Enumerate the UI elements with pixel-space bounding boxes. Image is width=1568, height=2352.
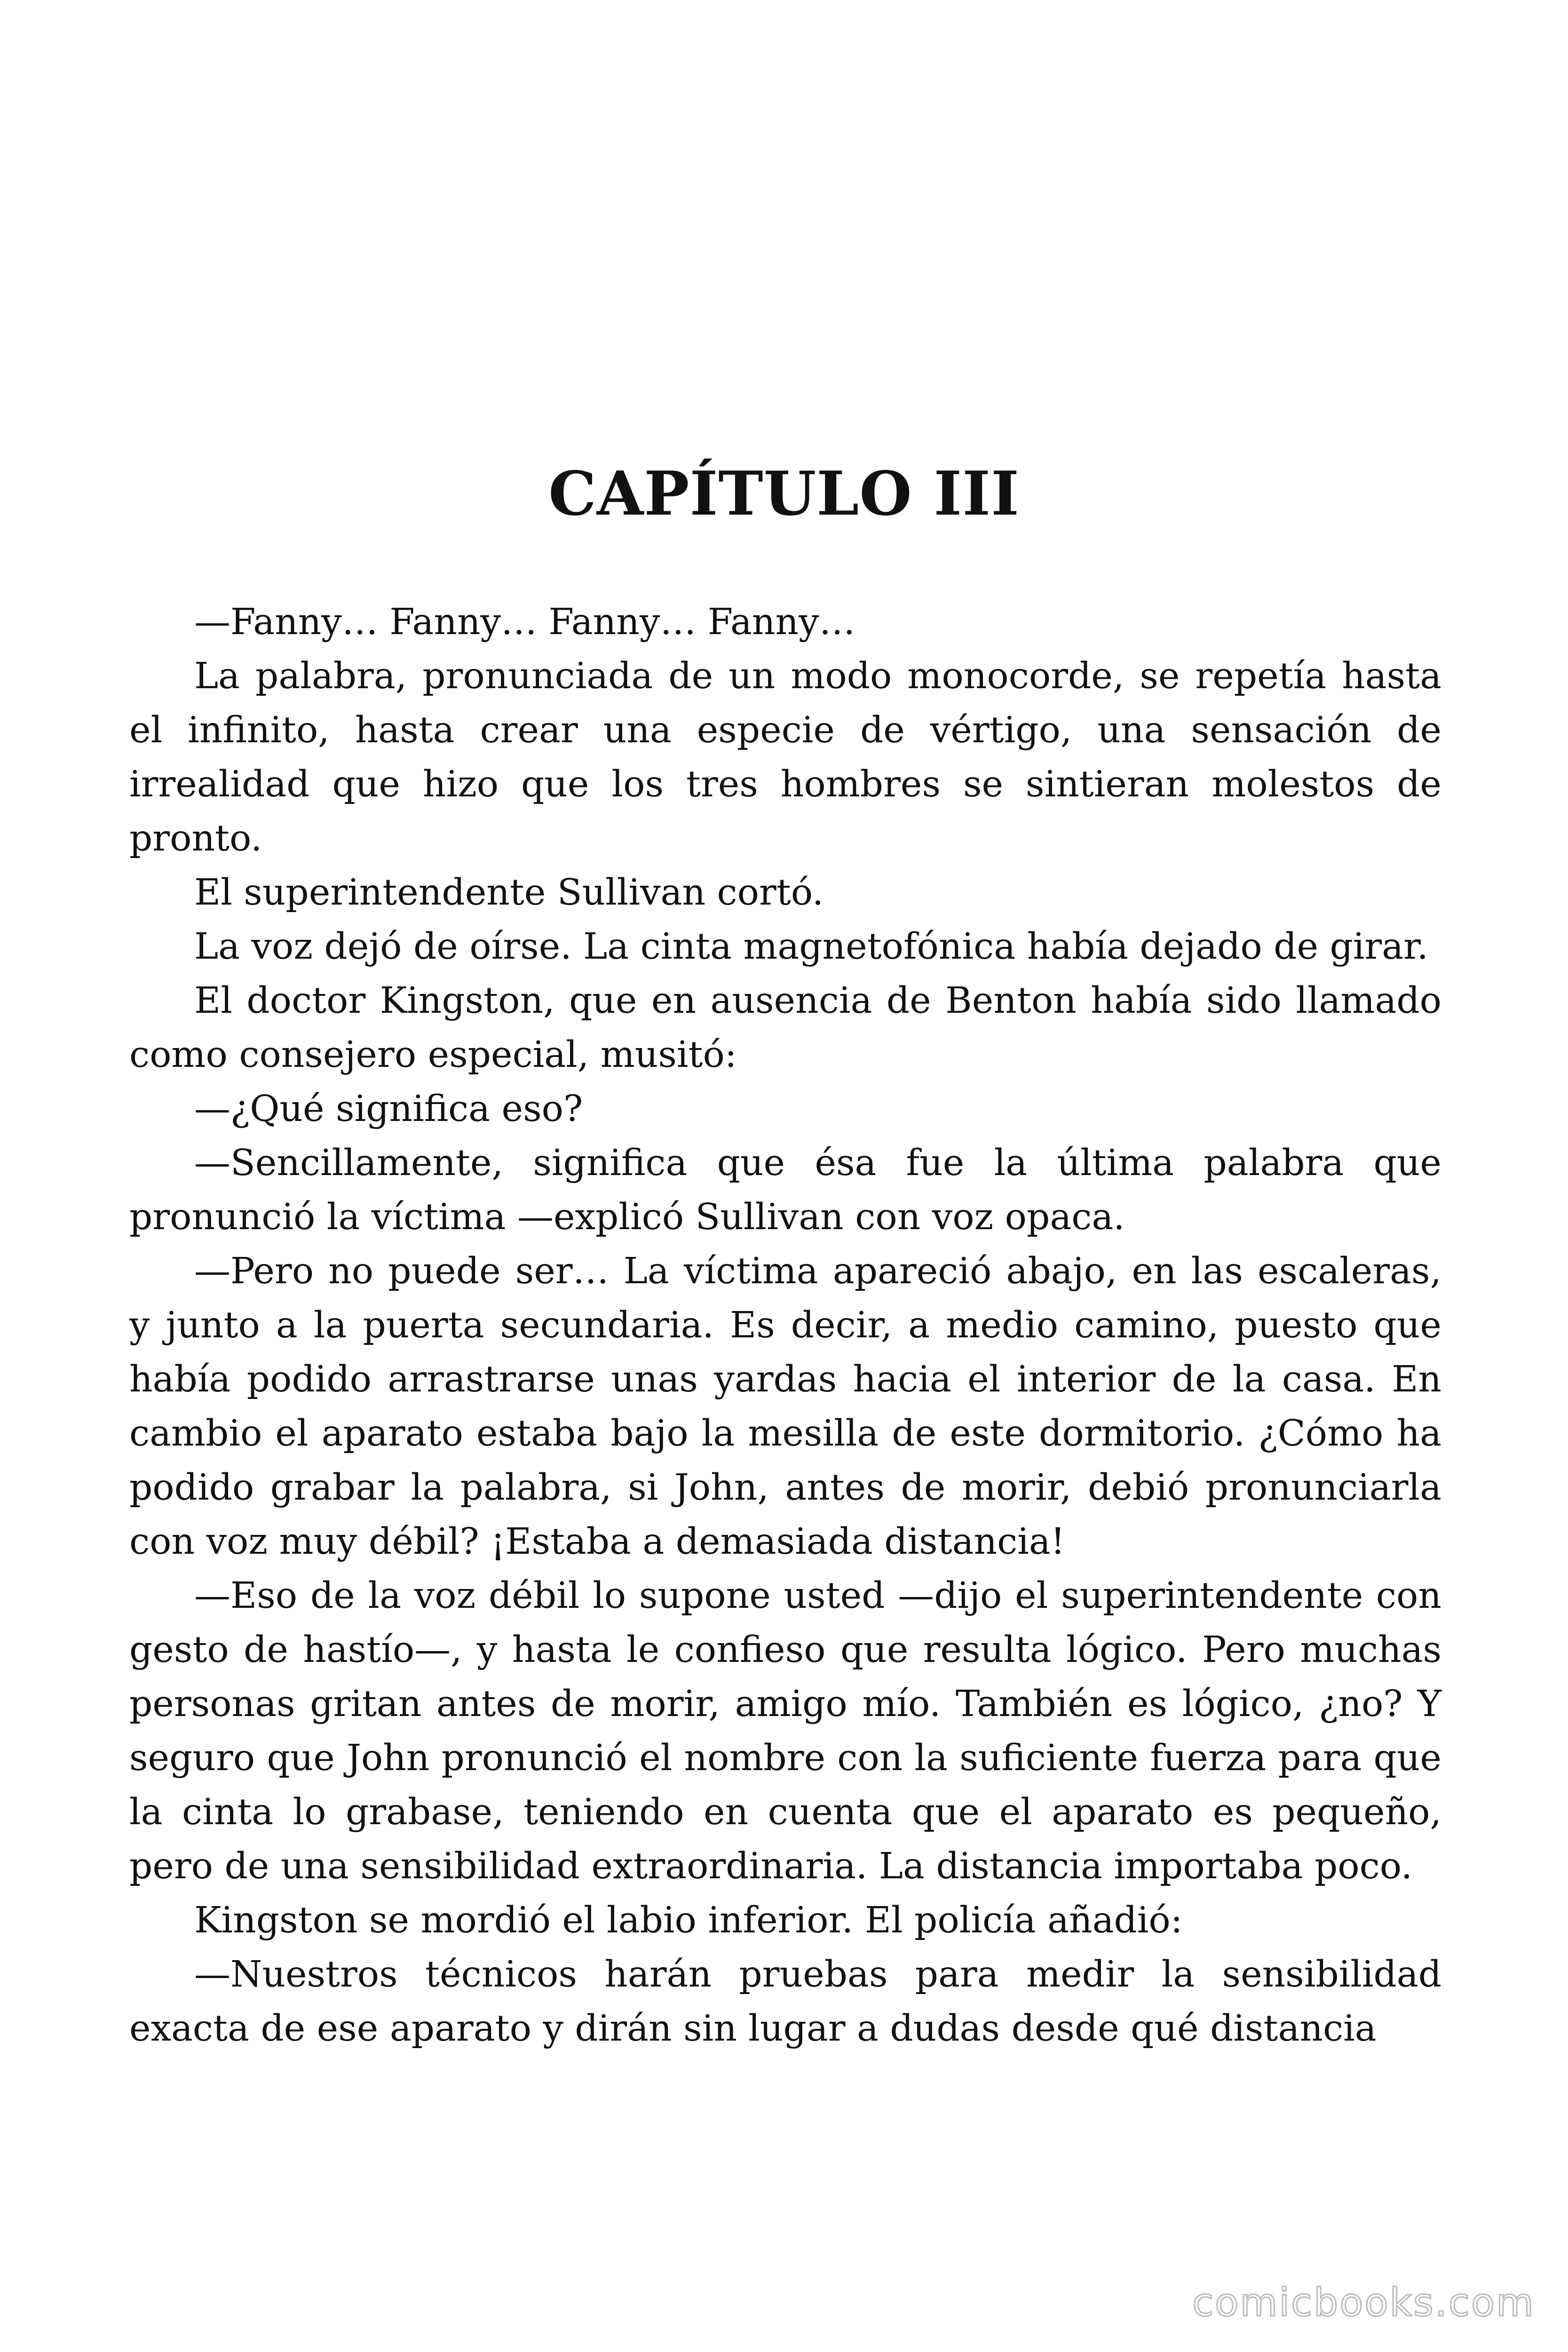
chapter-body — [129, 595, 1441, 2056]
paragraph: La palabra, pronunciada de un modo monocorde, se repetía hasta el infinito, hasta crear una especie de vértigo, una sensación de irrealidad que hizo que los tres hombres se sintieran molestos de pronto. — [129, 655, 1441, 859]
paragraph: —¿Qué significa eso? — [194, 1088, 583, 1130]
paragraph: —Sencillamente, significa que ésa fue la última palabra que pronunció la víctima —explicó Sullivan con voz opaca. — [129, 1142, 1441, 1238]
paragraph: —Nuestros técnicos harán pruebas para medir la sensibilidad exacta de ese aparato y dirán sin lugar a dudas desde qué distancia — [129, 1954, 1441, 2050]
paragraph: La voz dejó de oírse. La cinta magnetofónica había dejado de girar. — [194, 926, 1428, 968]
chapter-title: CAPÍTULO III — [548, 459, 1020, 529]
paragraph: El doctor Kingston, que en ausencia de Benton había sido llamado como consejero especial, musitó: — [129, 980, 1441, 1076]
paragraph: Kingston se mordió el labio inferior. El policía añadió: — [194, 1899, 1183, 1941]
paragraph: —Eso de la voz débil lo supone usted —dijo el superintendente con gesto de hastío—, y hasta le confieso que resulta lógico. Pero muchas personas gritan antes de morir, amigo mío. También es lógico, ¿no? Y seguro que John pronunció el nombre con la suficiente fuerza para que la cinta lo grabase, teniendo en cuenta que el aparato es pequeño, pero de una sensibilidad extraordinaria. La distancia importaba poco. — [129, 1575, 1441, 1887]
watermark: comicbooks.com — [1192, 2280, 1535, 2325]
paragraph: —Pero no puede ser… La víctima apareció abajo, en las escaleras, y junto a la puerta secundaria. Es decir, a medio camino, puesto que había podido arrastrarse unas yardas hacia el interior de la casa. En cambio el aparato estaba bajo la mesilla de este dormitorio. ¿Cómo ha podido grabar la palabra, si John, antes de morir, debió pronunciarla con voz muy débil? ¡Estaba a demasiada distancia! — [129, 1250, 1441, 1563]
paragraph: —Fanny… Fanny… Fanny… Fanny… — [194, 601, 855, 643]
paragraph: El superintendente Sullivan cortó. — [194, 872, 824, 914]
